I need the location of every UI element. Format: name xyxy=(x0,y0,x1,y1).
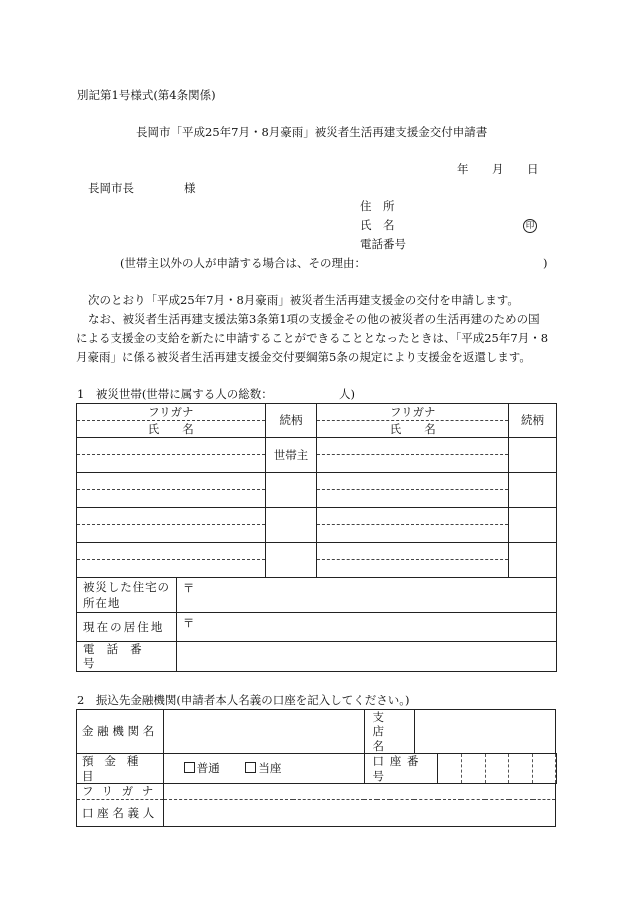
header-name-cell-2 xyxy=(317,404,509,438)
account-digit-box[interactable] xyxy=(485,754,509,784)
applicant-phone-label: 電話番号 xyxy=(360,237,406,251)
date-year-label: 年 xyxy=(457,162,469,176)
household-member-row xyxy=(77,438,557,473)
postal-mark: 〒 xyxy=(182,581,195,595)
phone-row xyxy=(77,642,557,672)
house-location-label-line-2: 所在地 xyxy=(83,596,121,610)
furigana-field[interactable] xyxy=(77,473,265,490)
account-digit-box[interactable] xyxy=(438,754,462,784)
name-field[interactable] xyxy=(317,525,508,542)
furigana-field[interactable] xyxy=(77,543,265,560)
seal-icon: 印 xyxy=(523,219,537,233)
holder-furigana-row xyxy=(77,783,557,799)
furigana-field[interactable] xyxy=(317,438,508,455)
account-type-current[interactable] xyxy=(245,761,281,775)
name-field[interactable] xyxy=(317,560,508,577)
branch-field[interactable] xyxy=(414,710,555,754)
member-name-cell[interactable] xyxy=(77,543,266,578)
holder-furigana-field[interactable] xyxy=(163,783,555,799)
header-name-2: 氏 名 xyxy=(389,421,436,436)
member-name-cell[interactable] xyxy=(317,508,509,543)
phone-label: 電話番号 xyxy=(77,642,177,672)
bank-table xyxy=(76,709,557,827)
ordinary-label: 普通 xyxy=(196,761,220,776)
header-relation-2: 続柄 xyxy=(509,404,557,438)
phone-field[interactable] xyxy=(176,642,556,672)
holder-furigana-label: フリガナ xyxy=(77,783,164,799)
relation-field[interactable] xyxy=(509,473,557,508)
account-number-label: 口座番号 xyxy=(364,754,438,784)
addressee: 長岡市長 xyxy=(88,181,134,195)
relation-field[interactable] xyxy=(509,508,557,543)
household-table xyxy=(76,403,557,578)
page-title: 長岡市「平成25年7月・8月豪雨」被災者生活再建支援金交付申請書 xyxy=(136,125,488,139)
postal-mark: 〒 xyxy=(182,616,195,630)
declaration-paragraph-2-line-3: 月豪雨」に係る被災者生活再建支援金交付要綱第5条の規定により支援金を返還します。 xyxy=(76,350,531,364)
applicant-address-label: 住 所 xyxy=(360,199,395,213)
account-row xyxy=(77,754,557,784)
header-name-cell xyxy=(77,404,266,438)
current-address-row xyxy=(77,613,557,642)
furigana-field[interactable] xyxy=(317,508,508,525)
header-furigana-2: フリガナ xyxy=(317,405,508,421)
household-member-row xyxy=(77,508,557,543)
current-label: 当座 xyxy=(258,761,282,776)
addressee-honorific: 様 xyxy=(184,181,196,195)
furigana-field[interactable] xyxy=(317,543,508,560)
ordinary-checkbox[interactable] xyxy=(184,762,195,773)
section-2-heading: 2 振込先金融機関(申請者本人名義の口座を記入してください。) xyxy=(77,693,410,707)
header-name: 氏 名 xyxy=(147,421,194,436)
holder-label: 口座名義人 xyxy=(77,799,164,826)
current-address-label: 現在の居住地 xyxy=(77,613,177,642)
seal-mark xyxy=(523,217,537,233)
member-name-cell[interactable] xyxy=(77,438,266,473)
form-number: 別記第1号様式(第4条関係) xyxy=(77,88,216,102)
bank-name-field[interactable] xyxy=(163,710,364,754)
account-type-label: 預金種目 xyxy=(77,754,164,784)
house-location-row xyxy=(77,578,557,613)
member-name-cell[interactable] xyxy=(77,473,266,508)
furigana-field[interactable] xyxy=(317,473,508,490)
reason-close: ) xyxy=(543,256,548,270)
name-field[interactable] xyxy=(77,455,265,472)
holder-field[interactable] xyxy=(163,799,555,826)
reason-note: (世帯主以外の人が申請する場合は、その理由： xyxy=(120,256,366,270)
furigana-field[interactable] xyxy=(77,438,265,455)
section-1-heading: 1 被災世帯(世帯に属する人の総数： xyxy=(77,387,273,401)
declaration-paragraph-2-line-1: なお、被災者生活再建支援法第3条第1項の支援金その他の被災者の生活再建のための国 xyxy=(88,312,540,326)
relation-head-of-household: 世帯主 xyxy=(265,438,317,473)
member-name-cell[interactable] xyxy=(317,438,509,473)
account-digit-box[interactable] xyxy=(509,754,533,784)
name-field[interactable] xyxy=(77,560,265,577)
header-relation: 続柄 xyxy=(265,404,317,438)
name-field[interactable] xyxy=(77,525,265,542)
account-type-options xyxy=(163,754,364,784)
date-day-label: 日 xyxy=(527,162,539,176)
date-month-label: 月 xyxy=(492,162,504,176)
house-location-label-line-1: 被災した住宅の xyxy=(83,580,170,594)
current-checkbox[interactable] xyxy=(245,762,256,773)
declaration-paragraph-1: 次のとおり「平成25年7月・8月豪雨」被災者生活再建支援金の交付を申請します。 xyxy=(88,293,519,307)
member-name-cell[interactable] xyxy=(317,473,509,508)
account-digit-box[interactable] xyxy=(556,754,557,784)
applicant-name-label: 氏 名 xyxy=(360,218,395,232)
section-1-heading-unit: 人) xyxy=(339,387,355,401)
member-name-cell[interactable] xyxy=(77,508,266,543)
household-member-row xyxy=(77,473,557,508)
name-field[interactable] xyxy=(77,490,265,507)
relation-field[interactable] xyxy=(265,508,317,543)
bank-name-row xyxy=(77,710,557,754)
account-digit-box[interactable] xyxy=(461,754,485,784)
holder-row xyxy=(77,799,557,826)
relation-field[interactable] xyxy=(265,473,317,508)
current-address-field[interactable] xyxy=(176,613,556,642)
name-field[interactable] xyxy=(317,455,508,472)
account-digit-box[interactable] xyxy=(533,754,556,784)
relation-field[interactable] xyxy=(509,438,557,473)
relation-field[interactable] xyxy=(265,543,317,578)
house-location-field[interactable] xyxy=(176,578,556,613)
address-table xyxy=(76,577,557,672)
relation-field[interactable] xyxy=(509,543,557,578)
name-field[interactable] xyxy=(317,490,508,507)
furigana-field[interactable] xyxy=(77,508,265,525)
bank-name-label: 金融機関名 xyxy=(77,710,164,754)
declaration-paragraph-2-line-2: による支援金の支給を新たに申請することができることとなったときは、「平成25年7月・8 xyxy=(76,331,549,345)
member-name-cell[interactable] xyxy=(317,543,509,578)
household-member-row xyxy=(77,543,557,578)
header-furigana: フリガナ xyxy=(77,405,265,421)
household-header-row xyxy=(77,404,557,438)
house-location-label xyxy=(77,578,177,613)
account-type-ordinary[interactable] xyxy=(184,761,220,775)
branch-label: 支店名 xyxy=(364,710,414,754)
